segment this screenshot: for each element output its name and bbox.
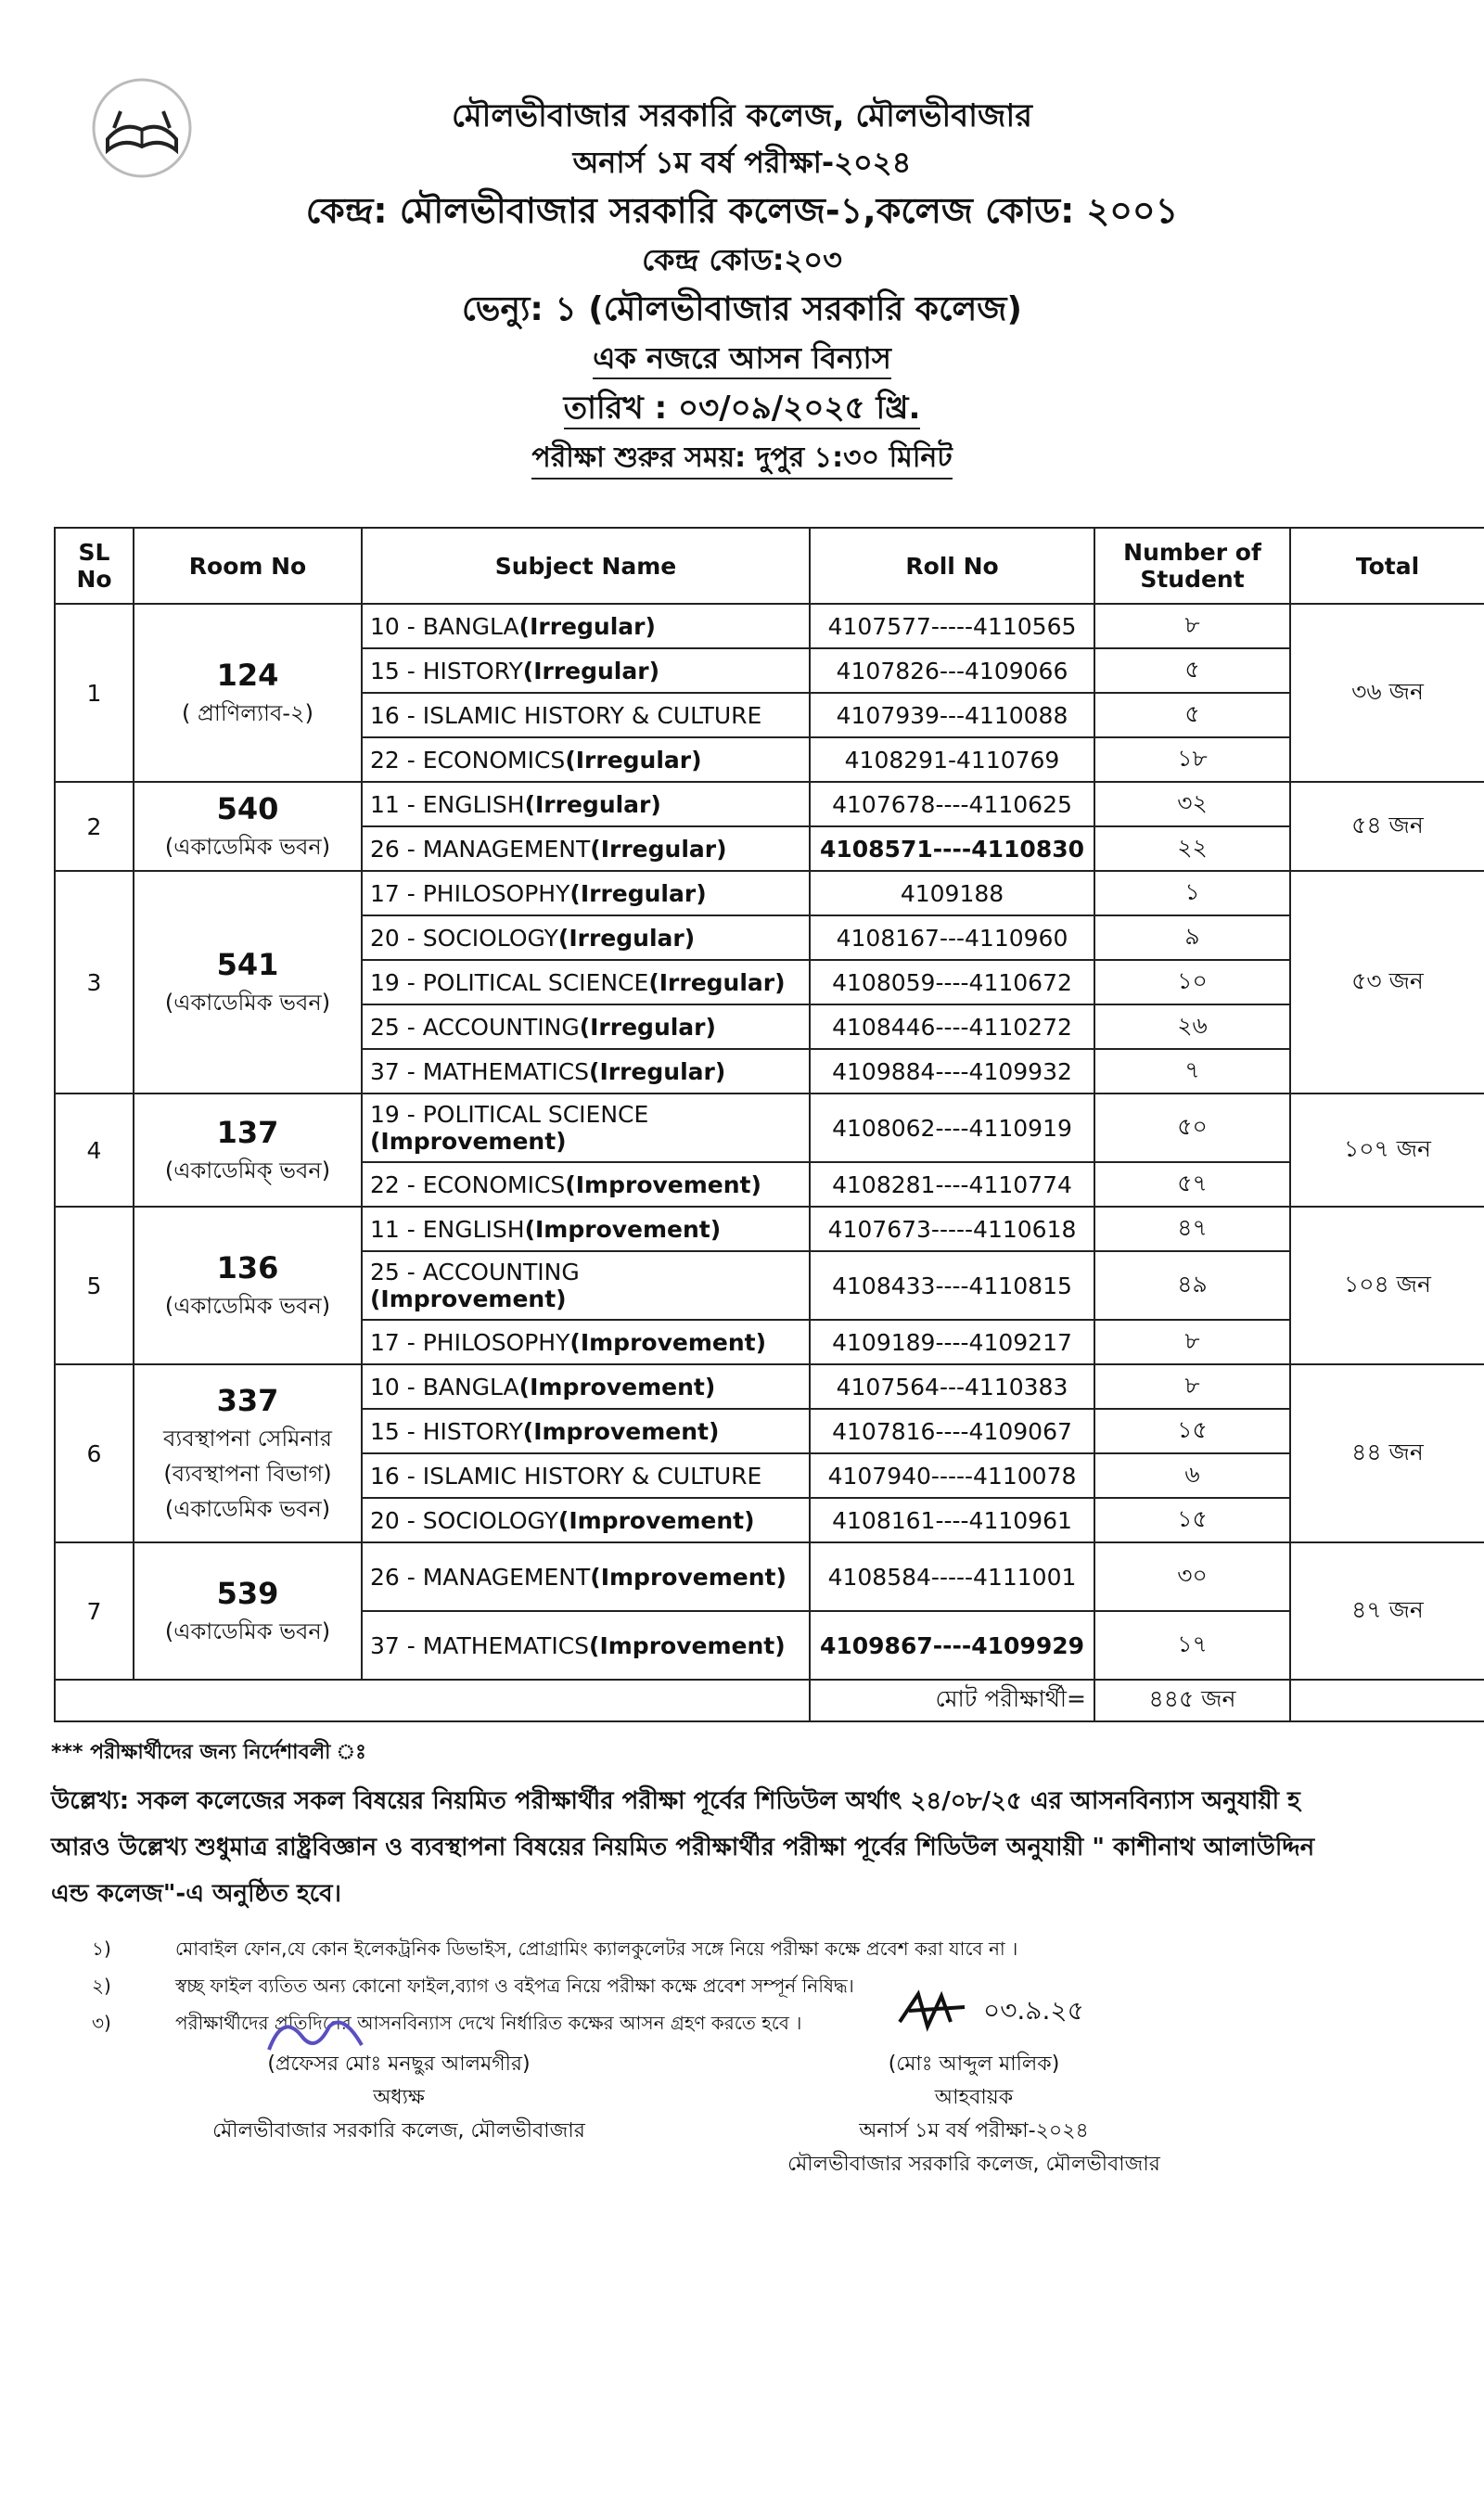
cell-count: ৮	[1094, 1320, 1290, 1364]
cell-sl: 4	[55, 1094, 134, 1207]
instructions	[51, 1736, 1479, 2041]
subject-name: 15 - HISTORY	[370, 657, 523, 684]
table-row	[55, 782, 1484, 826]
room-number: 124	[216, 658, 279, 693]
subject-type: (Irregular)	[569, 879, 707, 907]
cell-subject	[362, 960, 810, 1004]
cell-room	[134, 1364, 362, 1542]
subject-name: 16 - ISLAMIC HISTORY & CULTURE	[370, 1462, 762, 1490]
cell-subject	[362, 1409, 810, 1453]
subject-name: 17 - PHILOSOPHY	[370, 879, 570, 907]
cell-room	[134, 871, 362, 1094]
subject-type: (Improvement)	[557, 1506, 755, 1534]
principal-role: অধ্যক্ষ	[373, 2086, 425, 2109]
list-item: ১) মোবাইল ফোন,যে কোন ইলেকট্রনিক ডিভাইস, প্রোগ্রামিং ক্যালকুলেটর সঙ্গে নিয়ে পরীক্ষা কক্ষে প্রবেশ করা যাবে না ।	[92, 1938, 1018, 1960]
cell-subject	[362, 1498, 810, 1542]
subject-name: 16 - ISLAMIC HISTORY & CULTURE	[370, 701, 762, 729]
center-code: কেন্দ্র কোড:২০৩	[642, 242, 842, 277]
cell-count: ৫৭	[1094, 1162, 1290, 1207]
room-location: ( প্রাণিল্যাব-২)	[181, 700, 314, 726]
room-location: (একাডেমিক ভবন)	[164, 834, 331, 860]
subject-name: 15 - HISTORY	[370, 1417, 523, 1445]
exam-time: পরীক্ষা শুরুর সময়: দুপুর ১:৩০ মিনিট	[531, 439, 952, 480]
instructions-title: *** পরীক্ষার্থীদের জন্য নির্দেশাবলী ঃ	[51, 1741, 366, 1764]
cell-subject	[362, 1049, 810, 1094]
cell-roll: 4108291-4110769	[810, 737, 1094, 782]
subject-type: (Irregular)	[589, 1057, 726, 1085]
cell-subject	[362, 1611, 810, 1680]
cell-subject	[362, 1251, 810, 1320]
subject-name: 10 - BANGLA	[370, 1373, 519, 1400]
convener-name: (মোঃ আব্দুল মালিক)	[888, 2053, 1060, 2076]
cell-count: ৬	[1094, 1453, 1290, 1498]
room-number: 137	[216, 1115, 279, 1150]
cell-roll: 4109189----4109217	[810, 1320, 1094, 1364]
subject-name: 22 - ECONOMICS	[370, 746, 566, 774]
cell-count: ৩২	[1094, 782, 1290, 826]
cell-roll: 4108433----4110815	[810, 1251, 1094, 1320]
cell-sl: 1	[55, 604, 134, 782]
table-row	[55, 871, 1484, 915]
room-location: (একাডেমিক ভবন)	[164, 1293, 331, 1319]
cell-room	[134, 1094, 362, 1207]
cell-subject	[362, 737, 810, 782]
exam-title: অনার্স ১ম বর্ষ পরীক্ষা-২০২৪	[572, 145, 912, 180]
seat-plan-subtitle: এক নজরে আসন বিন্যাস	[593, 339, 891, 379]
subject-type: (Improvement)	[370, 1285, 567, 1312]
cell-subject	[362, 1453, 810, 1498]
cell-room	[134, 1542, 362, 1680]
cell-subject	[362, 1364, 810, 1409]
cell-count: ২২	[1094, 826, 1290, 871]
header-room: Room No	[134, 528, 362, 604]
cell-roll: 4108446----4110272	[810, 1004, 1094, 1049]
room-location: (একাডেমিক ভবন)	[164, 990, 331, 1016]
convener-exam: অনার্স ১ম বর্ষ পরীক্ষা-২০২৪	[859, 2119, 1089, 2142]
cell-roll: 4108059----4110672	[810, 960, 1094, 1004]
cell-count: ২৬	[1094, 1004, 1290, 1049]
subject-name: 19 - POLITICAL SCIENCE	[370, 1101, 649, 1128]
table-row	[55, 1542, 1484, 1611]
table-row	[55, 604, 1484, 648]
subject-name: 22 - ECONOMICS	[370, 1170, 566, 1198]
cell-roll: 4108161----4110961	[810, 1498, 1094, 1542]
cell-roll: 4107940-----4110078	[810, 1453, 1094, 1498]
cell-roll: 4109884----4109932	[810, 1049, 1094, 1094]
cell-total: ৪৭ জন	[1290, 1542, 1484, 1680]
cell-roll: 4107826---4109066	[810, 648, 1094, 693]
subject-name: 10 - BANGLA	[370, 612, 519, 640]
cell-subject	[362, 1207, 810, 1251]
subject-name: 37 - MATHEMATICS	[370, 1631, 590, 1659]
cell-count: ৫০	[1094, 1094, 1290, 1162]
cell-subject	[362, 1542, 810, 1611]
room-number: 539	[216, 1576, 279, 1611]
subject-name: 20 - SOCIOLOGY	[370, 924, 558, 952]
room-location: ব্যবস্থাপনা সেমিনার	[163, 1426, 332, 1452]
subject-name: 25 - ACCOUNTING	[370, 1259, 580, 1285]
subject-type: (Improvement)	[370, 1128, 567, 1155]
subject-type: (Irregular)	[590, 835, 727, 863]
cell-count: ১৫	[1094, 1409, 1290, 1453]
cell-roll: 4107678----4110625	[810, 782, 1094, 826]
cell-subject	[362, 604, 810, 648]
subject-type: (Improvement)	[524, 1215, 722, 1243]
principal-name: (প্রফেসর মোঃ মনছুর আলমগীর)	[267, 2053, 531, 2076]
cell-subject	[362, 1094, 810, 1162]
subject-type: (Irregular)	[518, 612, 656, 640]
cell-roll: 4108167---4110960	[810, 915, 1094, 960]
cell-roll: 4107577-----4110565	[810, 604, 1094, 648]
cell-subject	[362, 871, 810, 915]
venue-line: ভেন্যু: ১ (মৌলভীবাজার সরকারি কলেজ)	[462, 290, 1022, 328]
cell-sl: 2	[55, 782, 134, 871]
room-number: 541	[216, 947, 279, 982]
footer-total: ৪৪৫ জন	[1094, 1680, 1290, 1721]
cell-room	[134, 1207, 362, 1364]
cell-sl: 7	[55, 1542, 134, 1680]
subject-name: 26 - MANAGEMENT	[370, 1563, 591, 1591]
subject-type: (Irregular)	[522, 657, 659, 684]
cell-sl: 6	[55, 1364, 134, 1542]
footer-blank	[55, 1680, 810, 1721]
subject-type: (Improvement)	[569, 1328, 766, 1356]
cell-count: ৫	[1094, 693, 1290, 737]
header-total: Total	[1290, 528, 1484, 604]
room-number: 337	[216, 1383, 279, 1418]
cell-roll: 4107673-----4110618	[810, 1207, 1094, 1251]
subject-name: 26 - MANAGEMENT	[370, 835, 591, 863]
list-item: ৩) পরীক্ষার্থীদের প্রতিদিনের আসনবিন্যাস দেখে নির্ধারিত কক্ষের আসন গ্রহণ করতে হবে ।	[92, 2012, 802, 2034]
cell-roll: 4108062----4110919	[810, 1094, 1094, 1162]
cell-total: ৫৩ জন	[1290, 871, 1484, 1094]
subject-type: (Improvement)	[589, 1631, 786, 1659]
subject-type: (Improvement)	[518, 1373, 716, 1400]
cell-sl: 3	[55, 871, 134, 1094]
cell-sl: 5	[55, 1207, 134, 1364]
cell-subject	[362, 1162, 810, 1207]
cell-subject	[362, 1320, 810, 1364]
cell-roll: 4109188	[810, 871, 1094, 915]
header-sl: SL No	[55, 528, 134, 604]
cell-roll: 4109867----4109929	[810, 1611, 1094, 1680]
cell-count: ৪৭	[1094, 1207, 1290, 1251]
cell-subject	[362, 1004, 810, 1049]
header-number: Number of Student	[1094, 528, 1290, 604]
cell-count: ৭	[1094, 1049, 1290, 1094]
room-location: (একাডেমিক ভবন)	[164, 1618, 331, 1644]
principal-block	[186, 2048, 612, 2148]
cell-count: ৮	[1094, 1364, 1290, 1409]
header-subject: Subject Name	[362, 528, 810, 604]
cell-subject	[362, 826, 810, 871]
subject-name: 20 - SOCIOLOGY	[370, 1506, 558, 1534]
subject-type: (Irregular)	[579, 1013, 716, 1041]
list-item: ২) স্বচ্ছ ফাইল ব্যতিত অন্য কোনো ফাইল,ব্যাগ ও বইপত্র নিয়ে পরীক্ষা কক্ষে প্রবেশ সম্পূর্ন নিষিদ্ধ।	[92, 1975, 854, 1997]
room-location: (ব্যবস্থাপনা বিভাগ)	[163, 1461, 332, 1487]
table-row	[55, 1207, 1484, 1251]
subject-type: (Irregular)	[648, 968, 786, 996]
room-number: 540	[216, 791, 279, 826]
convener-signature	[890, 1985, 983, 2040]
footer-blank-right	[1290, 1680, 1484, 1721]
convener-date: ০৩.৯.২৫	[983, 1995, 1084, 2026]
cell-roll: 4107939---4110088	[810, 693, 1094, 737]
cell-roll: 4107564---4110383	[810, 1364, 1094, 1409]
header-roll: Roll No	[810, 528, 1094, 604]
table-header-row	[55, 528, 1484, 604]
table-footer-row	[55, 1680, 1484, 1721]
cell-count: ১০	[1094, 960, 1290, 1004]
subject-type: (Irregular)	[557, 924, 696, 952]
cell-total: ১০৪ জন	[1290, 1207, 1484, 1364]
exam-date: তারিখ : ০৩/০৯/২০২৫ খ্রি.	[564, 389, 921, 429]
cell-subject	[362, 693, 810, 737]
subject-type: (Irregular)	[565, 746, 702, 774]
room-location: (একাডেমিক্ ভবন)	[164, 1157, 331, 1183]
instructions-paragraph: উল্লেখ্য: সকল কলেজের সকল বিষয়ের নিয়মিত পরীক্ষার্থীর পরীক্ষা পূর্বের শিডিউল অর্থাৎ ২৪/০৮/২৫ এর আসনবিন্যাস অনুযায়ী হ আরও উল্লেখ্য শুধুমাত্র রাষ্ট্রবিজ্ঞান ও ব্যবস্থাপনা বিষয়ের নিয়মিত পরীক্ষার্থীর পরীক্ষা পূর্বের শিডিউল অনুযায়ী " কাশীনাথ আলাউদ্দিন এন্ড কলেজ"-এ অনুষ্ঠিত হবে।	[51, 1787, 1315, 1908]
cell-count: ৯	[1094, 915, 1290, 960]
cell-total: ৩৬ জন	[1290, 604, 1484, 782]
cell-roll: 4108281----4110774	[810, 1162, 1094, 1207]
subject-name: 17 - PHILOSOPHY	[370, 1328, 570, 1356]
cell-subject	[362, 915, 810, 960]
cell-count: ১	[1094, 871, 1290, 915]
cell-count: ১৮	[1094, 737, 1290, 782]
cell-roll: 4108571----4110830	[810, 826, 1094, 871]
cell-roll: 4107816----4109067	[810, 1409, 1094, 1453]
table-row	[55, 1094, 1484, 1162]
college-name: মৌলভীবাজার সরকারি কলেজ, মৌলভীবাজার	[452, 97, 1032, 134]
room-number: 136	[216, 1250, 279, 1285]
footer-label: মোট পরীক্ষার্থী=	[810, 1680, 1094, 1721]
cell-count: ১৭	[1094, 1611, 1290, 1680]
center-line: কেন্দ্র: মৌলভীবাজার সরকারি কলেজ-১,কলেজ কোড: ২০০১	[305, 190, 1179, 231]
cell-total: ৫৪ জন	[1290, 782, 1484, 871]
subject-name: 25 - ACCOUNTING	[370, 1013, 580, 1041]
subject-name: 37 - MATHEMATICS	[370, 1057, 590, 1085]
principal-org: মৌলভীবাজার সরকারি কলেজ, মৌলভীবাজার	[212, 2119, 585, 2142]
seat-plan-table	[54, 527, 1484, 1722]
cell-count: ১৫	[1094, 1498, 1290, 1542]
cell-subject	[362, 782, 810, 826]
cell-roll: 4108584-----4111001	[810, 1542, 1094, 1611]
subject-type: (Irregular)	[524, 790, 661, 818]
subject-type: (Improvement)	[590, 1563, 787, 1591]
cell-total: ৪৪ জন	[1290, 1364, 1484, 1542]
cell-room	[134, 604, 362, 782]
document-header	[0, 93, 1484, 486]
cell-total: ১০৭ জন	[1290, 1094, 1484, 1207]
cell-count: ৫	[1094, 648, 1290, 693]
subject-name: 11 - ENGLISH	[370, 790, 525, 818]
cell-room	[134, 782, 362, 871]
convener-org: মৌলভীবাজার সরকারি কলেজ, মৌলভীবাজার	[787, 2153, 1160, 2176]
cell-count: ৩০	[1094, 1542, 1290, 1611]
subject-name: 19 - POLITICAL SCIENCE	[370, 968, 649, 996]
subject-type: (Improvement)	[565, 1170, 761, 1198]
cell-count: ৪৯	[1094, 1251, 1290, 1320]
convener-role: আহবায়ক	[934, 2086, 1014, 2109]
room-location: (একাডেমিক ভবন)	[164, 1496, 331, 1522]
subject-type: (Improvement)	[522, 1417, 720, 1445]
convener-block	[761, 2048, 1187, 2181]
table-row	[55, 1364, 1484, 1409]
cell-count: ৮	[1094, 604, 1290, 648]
subject-name: 11 - ENGLISH	[370, 1215, 525, 1243]
cell-subject	[362, 648, 810, 693]
